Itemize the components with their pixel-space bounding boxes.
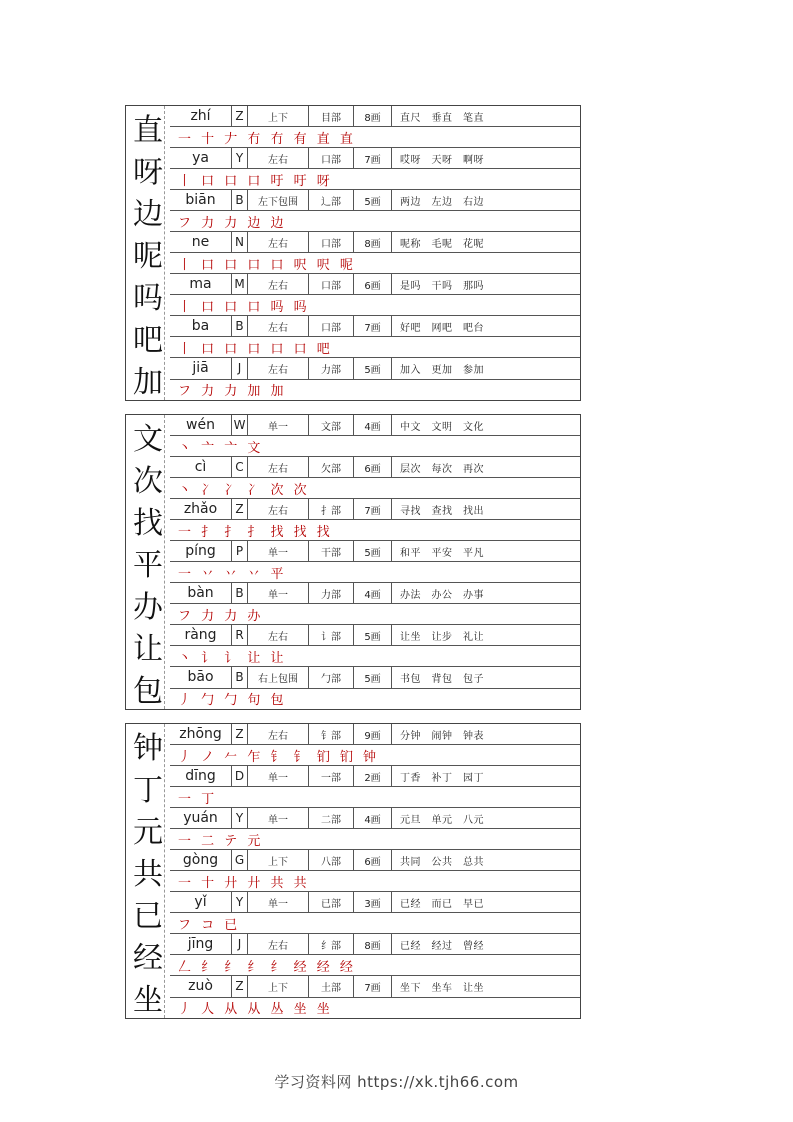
stroke-order: 丨 口 口 口 口 呎 呎 呢	[170, 253, 580, 274]
pinyin: jiā	[170, 358, 232, 379]
example-words: 分钟 闹钟 钟表	[400, 730, 484, 742]
initial-letter: Y	[232, 148, 248, 168]
initial-letter: P	[232, 541, 248, 561]
example-words: 让坐 让步 礼让	[400, 631, 484, 643]
stroke-count: 9画	[354, 724, 392, 744]
stroke-order: 丨 口 口 口 口 口 吧	[170, 337, 580, 358]
stroke-order: 丨 口 口 口 吗 吗	[170, 295, 580, 316]
radical: 讠部	[309, 625, 354, 645]
stroke-order: フ コ 已	[170, 913, 580, 934]
stroke-count: 5画	[354, 541, 392, 561]
initial-letter: M	[232, 274, 248, 294]
pinyin: ba	[170, 316, 232, 336]
radical: 口部	[309, 232, 354, 252]
example-words: 呢称 毛呢 花呢	[400, 238, 484, 250]
example-words: 是吗 干吗 那吗	[400, 280, 484, 292]
stroke-order: 丿 人 从 从 丛 坐 坐	[178, 1002, 333, 1018]
big-character: 文	[133, 422, 163, 457]
pinyin: zhí	[170, 106, 232, 126]
structure: 单一	[248, 415, 309, 435]
stroke-count: 8画	[354, 934, 392, 954]
big-character: 吗	[133, 281, 163, 316]
stroke-order: 丿 ノ 𠂉 乍 钅 钅 钔 钔 钟	[170, 745, 580, 766]
stroke-order: 丶 亠 亠 文	[170, 436, 580, 457]
info-row	[170, 808, 580, 829]
example-words: 寻找 查找 找出	[400, 505, 484, 517]
info-row	[170, 583, 580, 604]
big-character: 包	[133, 674, 163, 709]
pinyin: bāo	[170, 667, 232, 688]
stroke-order: 一 丷 丷 丷 平	[170, 562, 580, 583]
info-row	[170, 457, 580, 478]
character-entry	[126, 976, 580, 1018]
radical: 力部	[309, 358, 354, 379]
pinyin: biān	[170, 190, 232, 210]
info-row	[170, 190, 580, 211]
footer-text: 学习资料网 https://xk.tjh66.com	[274, 1073, 519, 1091]
structure: 上下	[248, 850, 309, 870]
stroke-order: 一 丁	[170, 787, 580, 808]
radical: 纟部	[309, 934, 354, 954]
structure: 单一	[248, 892, 309, 912]
pinyin: jīng	[170, 934, 232, 954]
radical: 口部	[309, 148, 354, 168]
stroke-order: 丨 口 口 口 吁 吁 呀	[170, 169, 580, 190]
initial-letter: Z	[232, 499, 248, 519]
character-entry	[126, 499, 580, 541]
pinyin: ràng	[170, 625, 232, 645]
initial-letter: B	[232, 667, 248, 688]
radical: 钅部	[309, 724, 354, 744]
stroke-order: 一 二 テ 元	[170, 829, 580, 850]
stroke-order: 丿 勹 勹 句 包	[178, 693, 287, 709]
big-character: 呢	[133, 239, 163, 274]
info-row	[170, 274, 580, 295]
radical: 文部	[309, 415, 354, 435]
stroke-order: 丶 冫 冫 冫 次 次	[170, 478, 580, 499]
example-words: 和平 平安 平凡	[400, 547, 484, 559]
structure: 左右	[248, 934, 309, 954]
stroke-order: 丶 讠 讠 让 让	[170, 646, 580, 667]
structure: 单一	[248, 766, 309, 786]
big-character: 共	[133, 857, 163, 892]
initial-letter: D	[232, 766, 248, 786]
initial-letter: J	[232, 934, 248, 954]
stroke-count: 8画	[354, 106, 392, 126]
structure: 上下	[248, 106, 309, 126]
example-words: 两边 左边 右边	[400, 196, 484, 208]
big-character: 直	[133, 113, 163, 148]
structure: 左下包围	[248, 190, 309, 210]
pinyin: yǐ	[170, 892, 232, 912]
radical: 勹部	[309, 667, 354, 688]
stroke-count: 4画	[354, 583, 392, 603]
pinyin: yuán	[170, 808, 232, 828]
initial-letter: Y	[232, 892, 248, 912]
big-character: 元	[133, 815, 163, 850]
character-entry	[126, 724, 580, 766]
big-character: 办	[133, 590, 163, 625]
big-character: 已	[133, 899, 163, 934]
big-character: 平	[133, 548, 163, 583]
structure: 单一	[248, 583, 309, 603]
radical: 二部	[309, 808, 354, 828]
structure: 左右	[248, 358, 309, 379]
character-entry	[126, 358, 580, 400]
stroke-count: 5画	[354, 625, 392, 645]
example-words: 已经 而已 早已	[400, 898, 484, 910]
stroke-count: 5画	[354, 358, 392, 379]
stroke-order: フ 力 力 边 边	[170, 211, 580, 232]
stroke-count: 6画	[354, 274, 392, 294]
character-entry	[126, 934, 580, 976]
info-row	[170, 358, 580, 380]
structure: 左右	[248, 724, 309, 744]
info-row	[170, 232, 580, 253]
pinyin: wén	[170, 415, 232, 435]
initial-letter: Z	[232, 724, 248, 744]
initial-letter: Z	[232, 976, 248, 997]
info-row	[170, 541, 580, 562]
stroke-count: 7画	[354, 316, 392, 336]
big-character: 次	[133, 464, 163, 499]
example-words: 中文 文明 文化	[400, 421, 484, 433]
character-entry	[126, 892, 580, 934]
structure: 左右	[248, 457, 309, 477]
radical: 已部	[309, 892, 354, 912]
example-words: 已经 经过 曾经	[400, 940, 484, 952]
info-row	[170, 106, 580, 127]
character-entry	[126, 808, 580, 850]
stroke-order: 𠃋 纟 纟 纟 纟 经 经 经	[170, 955, 580, 976]
example-words: 丁香 补丁 园丁	[400, 772, 484, 784]
stroke-order: フ 力 力 加 加	[178, 384, 287, 400]
pinyin: zuò	[170, 976, 232, 997]
stroke-count: 6画	[354, 457, 392, 477]
character-entry	[126, 457, 580, 499]
big-character: 边	[133, 197, 163, 232]
pinyin: ne	[170, 232, 232, 252]
stroke-order: フ 力 力 办	[170, 604, 580, 625]
big-character: 经	[133, 941, 163, 976]
stroke-count: 5画	[354, 667, 392, 688]
example-words: 共同 公共 总共	[400, 856, 484, 868]
radical: 口部	[309, 316, 354, 336]
info-row	[170, 667, 580, 689]
example-words: 好吧 网吧 吧台	[400, 322, 484, 334]
radical: 干部	[309, 541, 354, 561]
info-row	[170, 415, 580, 436]
initial-letter: N	[232, 232, 248, 252]
stroke-order: 一 十 𠂇 冇 冇 有 直 直	[170, 127, 580, 148]
character-table	[125, 723, 581, 1019]
big-character: 让	[133, 632, 163, 667]
character-entry	[126, 190, 580, 232]
pinyin: píng	[170, 541, 232, 561]
structure: 左右	[248, 274, 309, 294]
structure: 左右	[248, 625, 309, 645]
structure: 左右	[248, 499, 309, 519]
character-entry	[126, 106, 580, 148]
pinyin: bàn	[170, 583, 232, 603]
structure: 左右	[248, 232, 309, 252]
initial-letter: Z	[232, 106, 248, 126]
example-words: 层次 每次 再次	[400, 463, 484, 475]
pinyin: gòng	[170, 850, 232, 870]
stroke-count: 7画	[354, 499, 392, 519]
character-entry	[126, 583, 580, 625]
pinyin: cì	[170, 457, 232, 477]
stroke-order: 一 扌 扌 扌 找 找 找	[170, 520, 580, 541]
stroke-count: 8画	[354, 232, 392, 252]
pinyin: ya	[170, 148, 232, 168]
big-character: 加	[133, 365, 163, 400]
structure: 单一	[248, 541, 309, 561]
example-words: 办法 办公 办事	[400, 589, 484, 601]
character-entry	[126, 274, 580, 316]
character-entry	[126, 850, 580, 892]
structure: 左右	[248, 316, 309, 336]
structure: 右上包围	[248, 667, 309, 688]
radical: 土部	[309, 976, 354, 997]
character-entry	[126, 316, 580, 358]
example-words: 坐下 坐车 让坐	[400, 982, 484, 994]
stroke-count: 6画	[354, 850, 392, 870]
stroke-count: 2画	[354, 766, 392, 786]
stroke-count: 3画	[354, 892, 392, 912]
radical: 目部	[309, 106, 354, 126]
stroke-count: 5画	[354, 190, 392, 210]
big-character: 吧	[133, 323, 163, 358]
radical: 力部	[309, 583, 354, 603]
character-entry	[126, 415, 580, 457]
big-character: 坐	[133, 983, 163, 1018]
stroke-count: 4画	[354, 415, 392, 435]
example-words: 书包 背包 包子	[400, 673, 484, 685]
pinyin: zhōng	[170, 724, 232, 744]
initial-letter: B	[232, 190, 248, 210]
info-row	[170, 892, 580, 913]
example-words: 元旦 单元 八元	[400, 814, 484, 826]
info-row	[170, 934, 580, 955]
pinyin: ma	[170, 274, 232, 294]
info-row	[170, 766, 580, 787]
example-words: 哎呀 天呀 啊呀	[400, 154, 484, 166]
radical: 扌部	[309, 499, 354, 519]
info-row	[170, 850, 580, 871]
character-entry	[126, 766, 580, 808]
initial-letter: G	[232, 850, 248, 870]
big-character: 钟	[133, 731, 163, 766]
structure: 上下	[248, 976, 309, 997]
character-table	[125, 105, 581, 401]
structure: 单一	[248, 808, 309, 828]
character-entry	[126, 667, 580, 709]
character-entry	[126, 541, 580, 583]
initial-letter: Y	[232, 808, 248, 828]
initial-letter: R	[232, 625, 248, 645]
initial-letter: B	[232, 583, 248, 603]
stroke-count: 7画	[354, 148, 392, 168]
initial-letter: C	[232, 457, 248, 477]
info-row	[170, 316, 580, 337]
structure: 左右	[248, 148, 309, 168]
info-row	[170, 499, 580, 520]
info-row	[170, 976, 580, 998]
initial-letter: W	[232, 415, 248, 435]
character-table	[125, 414, 581, 710]
stroke-count: 4画	[354, 808, 392, 828]
radical: 八部	[309, 850, 354, 870]
stroke-order: 一 十 廾 廾 共 共	[170, 871, 580, 892]
big-character: 丁	[133, 773, 163, 808]
example-words: 加入 更加 参加	[400, 364, 484, 376]
radical: 口部	[309, 274, 354, 294]
info-row	[170, 724, 580, 745]
initial-letter: J	[232, 358, 248, 379]
character-entry	[126, 232, 580, 274]
info-row	[170, 625, 580, 646]
character-entry	[126, 148, 580, 190]
info-row	[170, 148, 580, 169]
radical: 欠部	[309, 457, 354, 477]
big-character: 呀	[133, 155, 163, 190]
footer-watermark	[0, 1071, 793, 1092]
big-character: 找	[133, 506, 163, 541]
pinyin: dīng	[170, 766, 232, 786]
example-words: 直尺 垂直 笔直	[400, 112, 484, 124]
character-entry	[126, 625, 580, 667]
radical: 一部	[309, 766, 354, 786]
stroke-count: 7画	[354, 976, 392, 997]
pinyin: zhǎo	[170, 499, 232, 519]
initial-letter: B	[232, 316, 248, 336]
radical: 辶部	[309, 190, 354, 210]
